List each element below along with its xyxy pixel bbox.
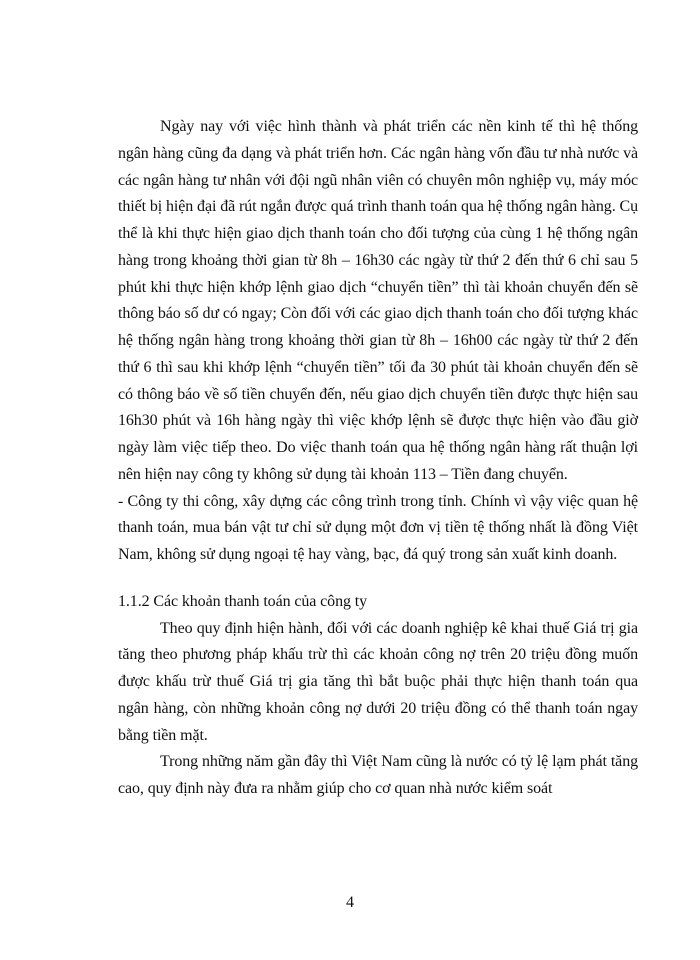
paragraph-inflation: Trong những năm gần đây thì Việt Nam cũng là nước có tỷ lệ lạm phát tăng cao, quy định này đưa ra nhằm giúp cho cơ quan nhà nước kiểm soát xyxy=(118,753,638,797)
section-heading: 1.1.2 Các khoản thanh toán của công ty xyxy=(118,592,368,610)
paragraph-banking-system: Ngày nay với việc hình thành và phát triển các nền kinh tế thì hệ thống ngân hàng cũng đa dạng và phát triển hơn. Các ngân hàng vốn đầu tư nhà nước và các ngân hàng tư nhân với đội ngũ nhân viên có chuyên môn nghiệp vụ, máy móc thiết bị hiện đại đã rút ngắn được quá trình thanh toán qua hệ thống ngân hàng. Cụ thể là khi thực hiện giao dịch thanh toán cho đối tượng của cùng 1 hệ thống ngân hàng trong khoảng thời gian từ 8h – 16h30 các ngày từ thứ 2 đến thứ 6 chỉ sau 5 phút khi thực hiện khớp lệnh giao dịch “chuyển tiền” thì tài khoản chuyển đến sẽ thông báo số dư có ngay; Còn đối với các giao dịch thanh toán cho đối tượng khác hệ thống ngân hàng trong khoảng thời gian từ 8h – 16h00 các ngày từ thứ 2 đến thứ 6 thì sau khi khớp lệnh “chuyển tiền” tối đa 30 phút tài khoản chuyển đến sẽ có thông báo về số tiền chuyển đến, nếu giao dịch chuyển tiền được thực hiện sau 16h30 phút và 16h hàng ngày thì việc khớp lệnh sẽ được thực hiện vào đầu giờ ngày làm việc tiếp theo. Do việc thanh toán qua hệ thống ngân hàng rất thuận lợi nên hiện nay công ty không sử dụng tài khoản 113 – Tiền đang chuyển. xyxy=(118,118,638,483)
page-body xyxy=(118,114,638,803)
paragraph-vat-regulation: Theo quy định hiện hành, đối với các doanh nghiệp kê khai thuế Giá trị gia tăng theo phương pháp khấu trừ thì các khoản công nợ trên 20 triệu đồng muốn được khấu trừ thuế Giá trị gia tăng thì bắt buộc phải thực hiện thanh toán qua ngân hàng, còn những khoản công nợ dưới 20 triệu đồng có thể thanh toán ngay bằng tiền mặt. xyxy=(118,619,638,744)
page-number: 4 xyxy=(346,894,354,911)
paragraph-currency-policy: - Công ty thi công, xây dựng các công trình trong tỉnh. Chính vì vậy việc quan hệ thanh toán, mua bán vật tư chỉ sử dụng một đơn vị tiền tệ thống nhất là đồng Việt Nam, không sử dụng ngoại tệ hay vàng, bạc, đá quý trong sản xuất kinh doanh. xyxy=(118,492,638,563)
